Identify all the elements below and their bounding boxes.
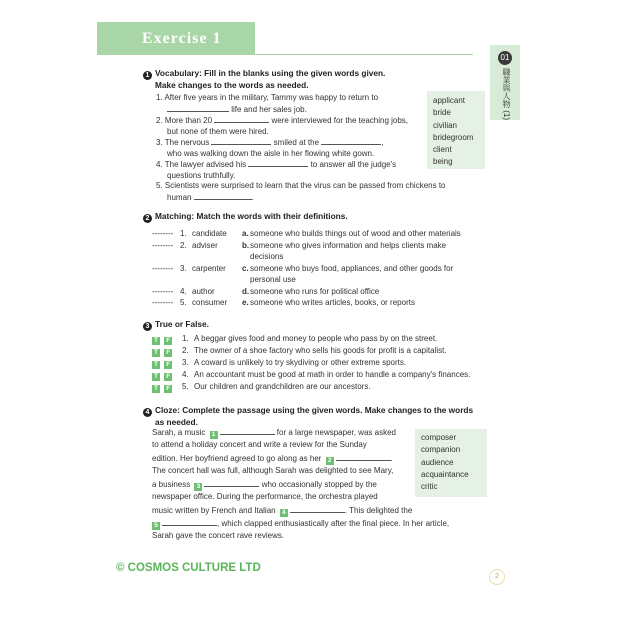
- blank-number-badge: 3: [194, 483, 202, 491]
- header-rule: [255, 54, 473, 55]
- true-option[interactable]: T: [152, 373, 160, 381]
- word-bank-item: bride: [433, 108, 451, 118]
- cloze-line-8: 5 , which clapped enthusiastically after the final piece. In her article,: [152, 518, 449, 530]
- cloze-line-9: Sarah gave the concert rave reviews.: [152, 531, 285, 540]
- true-option[interactable]: T: [152, 337, 160, 345]
- false-option[interactable]: F: [164, 385, 172, 393]
- tf-row-3: T F 3. A coward is unlikely to try skydiving or other extreme sports.: [154, 358, 407, 368]
- word-bank-item: companion: [421, 445, 461, 455]
- answer-blank[interactable]: [220, 427, 275, 435]
- word-bank-item: client: [433, 145, 452, 155]
- page-number: 2: [489, 569, 505, 585]
- true-option[interactable]: T: [152, 349, 160, 357]
- answer-blank[interactable]: [336, 453, 391, 461]
- section1-title: [143, 68, 385, 90]
- cloze-line-7: music written by French and Italian 4 . This delighted the: [152, 506, 413, 516]
- false-option[interactable]: F: [164, 373, 172, 381]
- section3-title: 3 True or False.: [143, 319, 209, 331]
- section2-number-icon: 2: [143, 214, 152, 223]
- section4-title: 4 Cloze: Complete the passage using the given words. Make changes to the words as needed.: [143, 405, 473, 427]
- vocab-item-5: 5. Scientists were surprised to learn that the virus can be passed from chickens to human .: [156, 181, 446, 202]
- true-option[interactable]: T: [152, 361, 160, 369]
- section4-number-icon: 4: [143, 408, 152, 417]
- cloze-line-1: Sarah, a music 1 for a large newspaper, was asked: [152, 428, 396, 438]
- answer-blank[interactable]: [321, 137, 381, 145]
- vocab-item-1: 1. After five years in the military, Tammy was happy to return to life and her sales job.: [156, 93, 379, 114]
- word-bank-1: [427, 91, 485, 169]
- tf-row-5: T F 5. Our children and grandchildren are our ancestors.: [154, 382, 371, 392]
- true-option[interactable]: T: [152, 385, 160, 393]
- word-bank-item: applicant: [433, 96, 466, 105]
- cloze-line-2: to attend a holiday concert and write a review for the Sunday: [152, 440, 367, 449]
- answer-blank[interactable]: [167, 104, 229, 112]
- cloze-line-3: edition. Her boyfriend agreed to go along as her 2 .: [152, 454, 393, 464]
- blank-number-badge: 4: [280, 509, 288, 517]
- word-bank-item: bridegroom: [433, 132, 474, 142]
- worksheet-page: Exercise 1 01 職業與人物 (1) 1 Vocabulary: Fill in the blanks using the given words given. Make changes to the words as needed. 1. After five years in the military, Tammy was happy to return to life and her sales job. 2. More than 20 were interviewed for the teaching jobs, but none of them were hired. 3. The nervous smiled at the , who was walking down the aisle in her flowing white gown. 4. The lawyer advised his to answer all the judge's questions truthfully. 5. Scientists were surprised to learn that the virus can be passed from chickens to human . applicant bride civilian bridegroom client being 2 Matching: Match the words with their definitions. -------- 1. candidate a. someone who builds things out of wood and other materials -------- 2. adviser b. someone who gives information and helps clients make decisions -------- 3. carpenter c. someone who buys food, appliances, and other goods for personal use -------- 4. author d. someone who runs for political office -------- 5. consumer e. someone who writes articles, books, or reports 3 True or False. T F 1. A beggar gives food and money to people who pass by on the street. T F 2. The owner of a shoe factory who sells his goods for profit is a capitalist. T F 3. A coward is unlikely to try skydiving or other extreme sports. T F 4. An accountant must be good at math in order to handle a company's finances. T F 5. Our children and grandchildren are our ancestors. 4 Cloze: Complete the passage using the given words. Make changes to the words as needed. Sarah, a music 1 for a large newspaper, was asked to attend a holiday concert and write a review for the Sunday edition. Her boyfriend agreed to go along as her 2 . The concert hall was full, although Sarah was delighted to see Mary, a business 3 who occasionally stopped by the newspaper office. During the performance, the orchestra played music written by French and Italian 4 . This delighted the 5 , which clapped enthusiastically after the final piece. In her article, Sarah gave the concert rave reviews. composer companion audience acquaintance critic © COSMOS CULTURE LTD 2: [0, 0, 620, 620]
- word-bank-item: composer: [421, 433, 457, 442]
- section2-title: 2 Matching: Match the words with their definitions.: [143, 211, 348, 223]
- false-option[interactable]: F: [164, 337, 172, 345]
- answer-blank[interactable]: [204, 479, 259, 487]
- answer-blank[interactable]: [194, 192, 252, 200]
- section1-title-line1: Vocabulary: Fill in the blanks using the given words given.: [155, 68, 386, 78]
- cloze-line-4: The concert hall was full, although Sarah was delighted to see Mary,: [152, 466, 394, 475]
- answer-blank[interactable]: [214, 115, 269, 123]
- answer-blank[interactable]: [248, 159, 308, 167]
- section1-number-icon: 1: [143, 71, 152, 80]
- tf-row-1: T F 1. A beggar gives food and money to people who pass by on the street.: [154, 334, 438, 344]
- section1-title-line2: Make changes to the words as needed.: [155, 80, 309, 90]
- cloze-line-6: newspaper office. During the performance, the orchestra played: [152, 492, 378, 501]
- vocab-item-4: 4. The lawyer advised his to answer all the judge's questions truthfully.: [156, 160, 397, 180]
- word-bank-item: critic: [421, 482, 438, 492]
- exercise-title: Exercise 1: [97, 22, 255, 55]
- vocab-item-3: 3. The nervous smiled at the , who was walking down the aisle in her flowing white gown.: [156, 138, 384, 158]
- answer-blank[interactable]: [211, 137, 271, 145]
- section3-number-icon: 3: [143, 322, 152, 331]
- vocab-item-2: 2. More than 20 were interviewed for the teaching jobs, but none of them were hired.: [156, 116, 409, 136]
- cloze-line-5: a business 3 who occasionally stopped by the: [152, 480, 377, 490]
- false-option[interactable]: F: [164, 349, 172, 357]
- chapter-number: 01: [498, 51, 512, 65]
- word-bank-item: audience: [421, 457, 454, 467]
- word-bank-item: acquaintance: [421, 469, 469, 479]
- answer-blank[interactable]: [290, 505, 345, 513]
- word-bank-item: being: [433, 157, 453, 167]
- false-option[interactable]: F: [164, 361, 172, 369]
- blank-number-badge: 1: [210, 431, 218, 439]
- tf-row-4: T F 4. An accountant must be good at math in order to handle a company's finances.: [154, 370, 471, 380]
- answer-blank[interactable]: [162, 518, 217, 526]
- word-bank-item: civilian: [433, 120, 458, 130]
- blank-number-badge: 2: [326, 457, 334, 465]
- chapter-title: 職業與人物 (1): [502, 68, 511, 120]
- blank-number-badge: 5: [152, 522, 160, 530]
- word-bank-2: [415, 429, 487, 497]
- tf-row-2: T F 2. The owner of a shoe factory who sells his goods for profit is a capitalist.: [154, 346, 447, 356]
- copyright-notice: © COSMOS CULTURE LTD: [116, 562, 261, 574]
